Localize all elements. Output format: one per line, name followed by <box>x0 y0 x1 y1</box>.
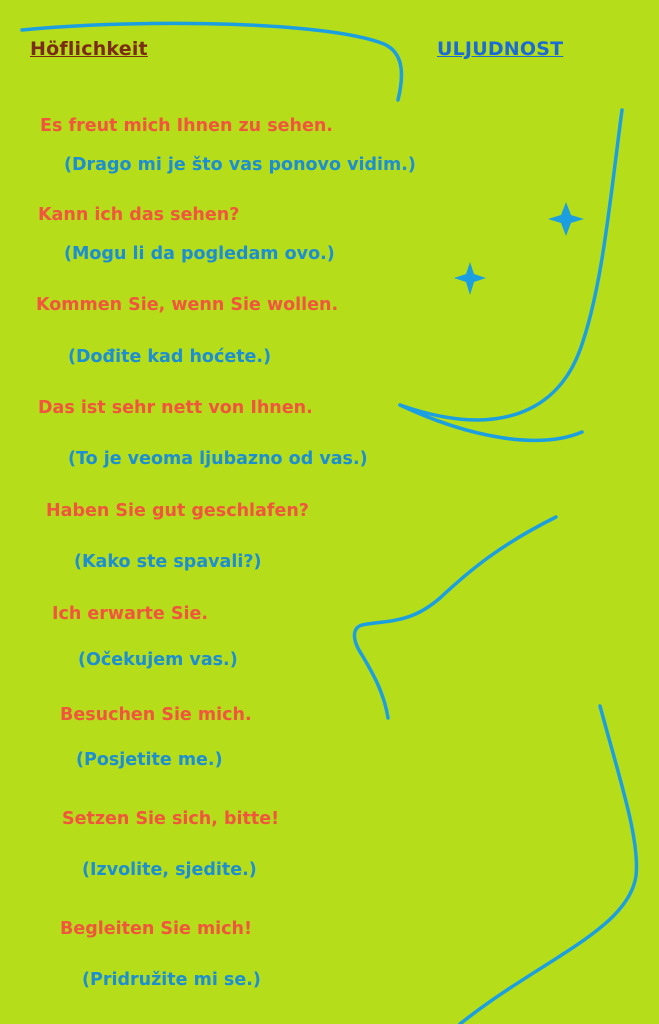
phrase-croatian: (Mogu li da pogledam ovo.) <box>64 244 335 264</box>
phrase-german: Setzen Sie sich, bitte! <box>62 809 280 829</box>
phrase-croatian: (Posjetite me.) <box>76 750 223 770</box>
phrase-german: Besuchen Sie mich. <box>60 705 252 725</box>
phrase-german: Haben Sie gut geschlafen? <box>46 501 309 521</box>
phrase-german: Es freut mich Ihnen zu sehen. <box>40 116 333 136</box>
phrase-german: Kann ich das sehen? <box>38 205 240 225</box>
phrase-croatian: (Izvolite, sjedite.) <box>82 860 257 880</box>
phrase-german: Begleiten Sie mich! <box>60 919 252 939</box>
phrase-croatian: (Kako ste spavali?) <box>74 552 262 572</box>
heading-german: Höflichkeit <box>30 38 148 60</box>
phrase-croatian: (To je veoma ljubazno od vas.) <box>68 449 368 469</box>
phrase-croatian: (Očekujem vas.) <box>78 650 238 670</box>
phrase-croatian: (Drago mi je što vas ponovo vidim.) <box>64 155 416 175</box>
headings-row <box>0 38 659 78</box>
phrase-german: Kommen Sie, wenn Sie wollen. <box>36 295 339 315</box>
phrase-croatian: (Dođite kad hoćete.) <box>68 347 272 367</box>
phrase-german: Das ist sehr nett von Ihnen. <box>38 398 313 418</box>
heading-croatian: ULJUDNOST <box>437 38 564 60</box>
phrase-german: Ich erwarte Sie. <box>52 604 208 624</box>
phrase-croatian: (Pridružite mi se.) <box>82 970 261 990</box>
